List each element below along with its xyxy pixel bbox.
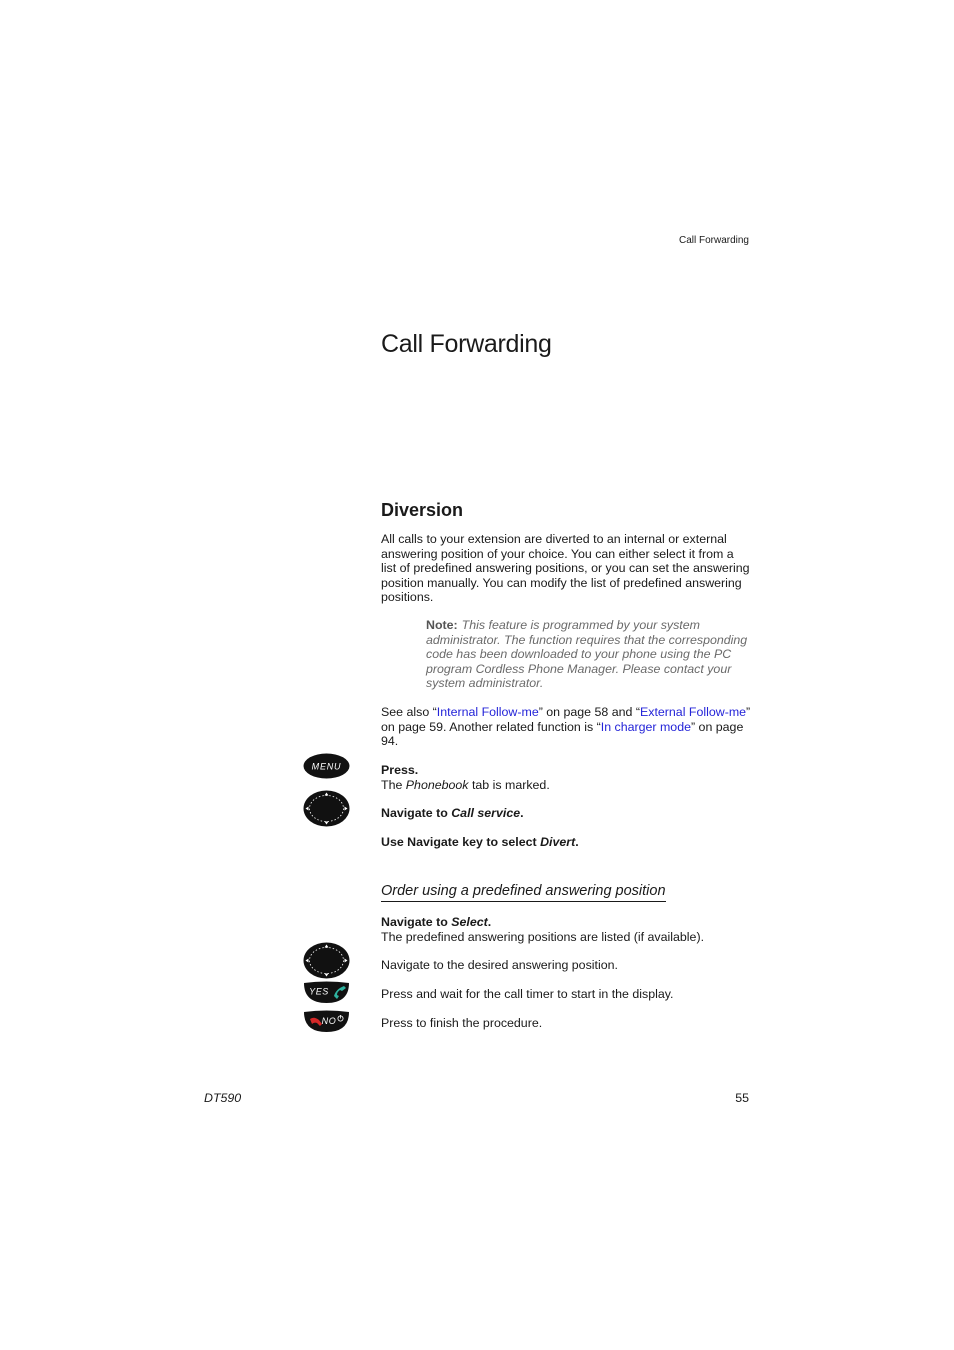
see-also-prefix: See also “	[381, 705, 437, 719]
step-press-finish: Press to finish the procedure.	[381, 1016, 543, 1030]
footer-page-number: 55	[735, 1091, 749, 1105]
use-pre: Use Navigate key to select	[381, 835, 541, 849]
running-header: Call Forwarding	[678, 235, 749, 246]
press-desc-em: Phonebook	[405, 777, 469, 792]
step-select-divert	[381, 835, 761, 850]
step-press	[381, 763, 761, 792]
navigate-pre: Navigate to	[381, 806, 452, 820]
subsection-title: Order using a predefined answering position	[381, 883, 666, 902]
navigate-em: Call service	[451, 806, 521, 820]
navigate-post: .	[520, 806, 524, 820]
use-post: .	[575, 835, 579, 849]
press-desc-post: tab is marked.	[468, 777, 550, 792]
intro-paragraph: All calls to your extension are diverted to an internal or external answering position of your choice. You can either select it from a list of predefined answering positions, or you can set the answering position manually. You can modify the list of predefined answering positions.	[381, 532, 750, 605]
select-em: Select	[451, 915, 488, 929]
yes-key-label: YES	[309, 986, 329, 997]
step-navigate-select	[381, 915, 761, 944]
section-title: Diversion	[381, 500, 464, 520]
no-key-icon	[303, 1010, 350, 1033]
use-em: Divert	[540, 835, 576, 849]
navigate-key-icon	[303, 790, 350, 827]
select-desc: The predefined answering positions are listed (if available).	[381, 929, 705, 944]
note-block	[426, 618, 752, 691]
no-key-label: NO	[321, 1016, 337, 1026]
menu-key-label: MENU	[311, 761, 342, 772]
see-also-suffix: ” on page 94.	[381, 719, 744, 749]
press-desc-pre: The	[381, 777, 406, 792]
menu-key-icon	[303, 753, 350, 779]
see-also-mid2: ” on page 59. Another related function is “	[381, 705, 751, 734]
step-navigate-call-service	[381, 806, 761, 821]
select-pre: Navigate to	[381, 915, 452, 929]
yes-key-icon	[303, 981, 350, 1004]
see-also-paragraph	[381, 705, 751, 749]
navigate-key-icon	[303, 942, 350, 979]
step-press-desc	[381, 778, 761, 793]
see-also-mid1: ” on page 58 and “	[538, 705, 640, 719]
step-press-wait: Press and wait for the call timer to start in the display.	[381, 987, 674, 1001]
step-press-label: Press.	[381, 763, 419, 777]
footer-model: DT590	[204, 1091, 242, 1105]
external-follow-me-link[interactable]: External Follow-me	[640, 705, 747, 719]
step-navigate-desired: Navigate to the desired answering position.	[381, 958, 618, 972]
note-text: This feature is programmed by your system administrator. The function requires that the corresponding code has been downloaded to your phone using the PC program Cordless Phone Manager. Please contact your system administrator.	[426, 618, 748, 691]
in-charger-mode-link[interactable]: In charger mode	[600, 719, 691, 734]
select-post: .	[487, 915, 492, 929]
internal-follow-me-link[interactable]: Internal Follow-me	[436, 705, 539, 719]
note-label: Note:	[426, 618, 458, 632]
chapter-title: Call Forwarding	[381, 330, 552, 358]
